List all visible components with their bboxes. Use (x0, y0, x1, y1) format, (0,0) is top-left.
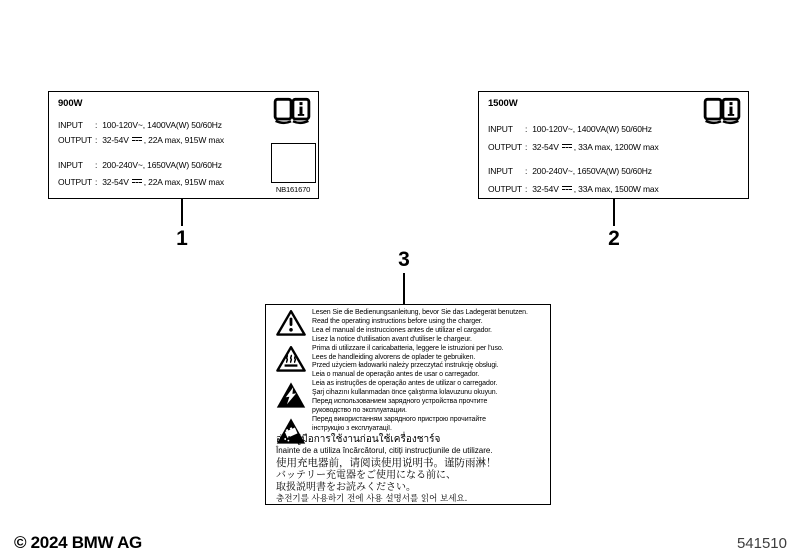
warning-line-tr: Şarj cihazını kullanmadan önce çalıştırma kılavuzunu okuyun. (312, 389, 498, 397)
general-warning-icon (276, 309, 308, 342)
spec-value: 32-54V (532, 184, 559, 194)
warning-line-ja-1: バッテリー充電器をご使用になる前に、 (276, 469, 456, 481)
warning-line-pt: Leia o manual de operação antes de usar o carregador. (312, 371, 480, 379)
warning-icon-column (276, 309, 308, 453)
callout-line-1 (181, 199, 183, 226)
warning-line-uk-1: Перед використанням зарядного пристрою прочитайте (312, 415, 486, 423)
spec-value: 32-54V (102, 177, 129, 187)
certification-box (271, 143, 316, 183)
spec-row-input-1: INPUT : 100-120V~, 1400VA(W) 50/60Hz (488, 124, 652, 134)
warning-line-ru-2: руководство по эксплуатации. (312, 406, 407, 414)
warning-line-en: Read the operating instructions before using the charger. (312, 317, 483, 325)
spec-value: 100-120V~, 1400VA(W) 50/60Hz (532, 124, 652, 134)
spec-row-output-2: OUTPUT : 32-54V , 22A max, 915W max (58, 177, 225, 187)
power-rating-title: 1500W (488, 98, 518, 109)
warning-line-it: Prima di utilizzare il caricabatteria, leggere le istruzioni per l'uso. (312, 344, 504, 352)
warning-line-de: Lesen Sie die Bedienungsanleitung, bevor Sie das Ladegerät benutzen. (312, 309, 528, 316)
warning-line-ja-2: 取扱説明書をお読みください。 (276, 481, 416, 493)
warning-line-ru-1: Перед использованием зарядного устройства прочтите (312, 398, 488, 406)
label-multilanguage-warning (265, 304, 551, 505)
copyright-text: © 2024 BMW AG (14, 533, 142, 552)
spec-row-input-2: INPUT : 200-240V~, 1650VA(W) 50/60Hz (488, 166, 652, 176)
dc-current-symbol (132, 137, 142, 143)
warning-line-uk-2: інструкцію з експлуатації. (312, 424, 392, 432)
label-1500w-charger (478, 91, 749, 199)
spec-value: , 33A max, 1200W max (573, 142, 659, 152)
callout-line-2 (613, 199, 615, 226)
spec-row-output-1: OUTPUT : 32-54V , 33A max, 1200W max (488, 142, 659, 152)
warning-line-fr: Lisez la notice d'utilisation avant d'utiliser le chargeur. (312, 335, 472, 343)
warning-text-small-lines (312, 309, 546, 434)
spec-row-output-2: OUTPUT : 32-54V , 33A max, 1500W max (488, 184, 659, 194)
spec-row-output-1: OUTPUT : 32-54V , 22A max, 915W max (58, 135, 225, 145)
warning-line-pl: Przed użyciem ładowarki należy przeczytać instrukcję obsługi. (312, 362, 499, 370)
warning-line-th: อ่านคู่มือการใช้งานก่อนใช้เครื่องชาร์จ (276, 434, 441, 445)
spec-value: , 33A max, 1500W max (573, 184, 659, 194)
callout-number-1[interactable]: 1 (176, 227, 188, 250)
power-rating-title: 900W (58, 98, 83, 109)
spec-value: , 22A max, 915W max (143, 135, 225, 145)
electric-shock-warning-icon (276, 381, 308, 414)
warning-line-zh: 使用充电器前，请阅读使用说明书。谨防雨淋！ (276, 456, 497, 469)
spec-value: 200-240V~, 1650VA(W) 50/60Hz (532, 166, 652, 176)
read-manual-icon (701, 96, 743, 131)
dc-current-symbol (562, 186, 572, 192)
dc-current-symbol (562, 144, 572, 150)
read-manual-icon (271, 96, 313, 131)
warning-line-ro: Înainte de a utiliza încărcătorul, citiți instrucțiunile de utilizare. (276, 446, 493, 455)
spec-value: , 22A max, 915W max (143, 177, 225, 187)
hot-surface-warning-icon (276, 345, 308, 378)
callout-number-2[interactable]: 2 (608, 227, 620, 250)
spec-value: 32-54V (102, 135, 129, 145)
drawing-number: 541510 (736, 535, 787, 552)
warning-line-ko: 충전기를 사용하기 전에 사용 설명서를 읽어 보세요. (276, 493, 468, 504)
dc-current-symbol (132, 179, 142, 185)
warning-line-es: Lea el manual de instrucciones antes de utilizar el cargador. (312, 326, 492, 334)
callout-line-3 (403, 273, 405, 304)
spec-value: 200-240V~, 1650VA(W) 50/60Hz (102, 160, 222, 170)
warning-text-large-lines (276, 433, 544, 505)
spec-row-input-1: INPUT : 100-120V~, 1400VA(W) 50/60Hz (58, 120, 222, 130)
warning-line-pt-br: Leia as instruções de operação antes de utilizar o carregador. (312, 380, 498, 388)
certificate-code: NB161670 (275, 185, 311, 194)
spec-row-input-2: INPUT : 200-240V~, 1650VA(W) 50/60Hz (58, 160, 222, 170)
label-900w-charger (48, 91, 319, 199)
warning-line-nl: Lees de handleiding alvorens de oplader te gebruiken. (312, 353, 476, 361)
spec-value: 32-54V (532, 142, 559, 152)
callout-number-3[interactable]: 3 (398, 248, 410, 271)
spec-value: 100-120V~, 1400VA(W) 50/60Hz (102, 120, 222, 130)
